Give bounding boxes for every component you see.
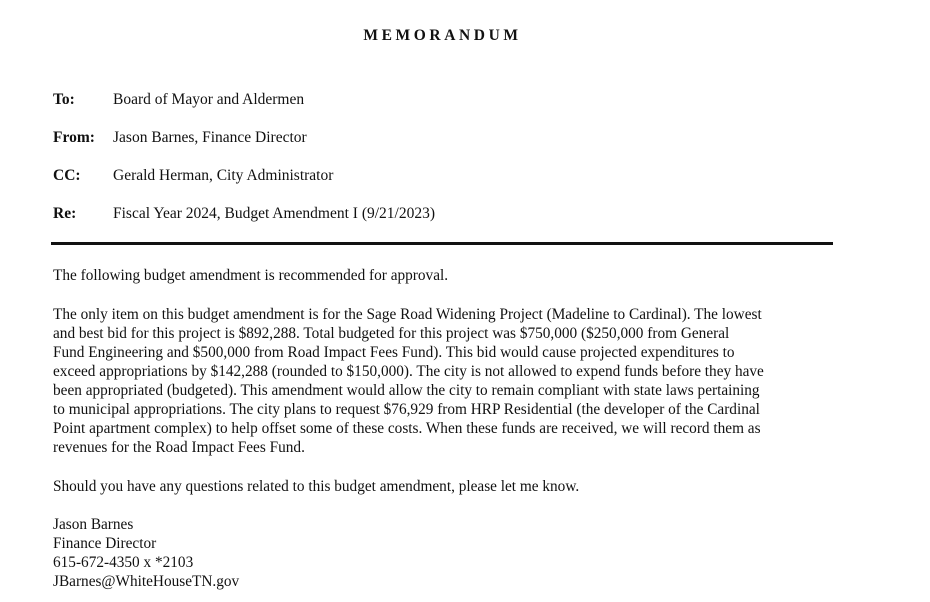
intro-paragraph: The following budget amendment is recommended for approval. [53,267,449,284]
body-line: been appropriated (budgeted). This amendment would allow the city to remain compliant with state laws pertaining [53,382,760,399]
signature-phone: 615-672-4350 x *2103 [53,554,194,571]
memo-title: MEMORANDUM [363,27,522,44]
body-line: Point apartment complex) to help offset some of these costs. When these funds are received, we will record them as [53,420,761,437]
body-line: The only item on this budget amendment is for the Sage Road Widening Project (Madeline to Cardinal). The lowest [53,306,762,323]
body-line: and best bid for this project is $892,288. Total budgeted for this project was $750,000 ($250,000 from General [53,325,730,342]
closing-paragraph: Should you have any questions related to this budget amendment, please let me know. [53,478,580,495]
to-label: To: [53,91,75,108]
body-line: Fund Engineering and $500,000 from Road Impact Fees Fund). This bid would cause projected expenditures to [53,344,735,361]
cc-value: Gerald Herman, City Administrator [113,167,334,184]
from-value: Jason Barnes, Finance Director [113,129,307,146]
signature-title: Finance Director [53,535,157,552]
header-divider [51,242,833,245]
body-line: exceed appropriations by $142,288 (rounded to $150,000). The city is not allowed to expend funds before they have [53,363,764,380]
body-paragraph [53,305,764,457]
signature-name: Jason Barnes [53,516,134,533]
re-label: Re: [53,205,77,222]
to-value: Board of Mayor and Aldermen [113,91,305,108]
from-label: From: [53,129,95,146]
signature-block [53,515,239,591]
body-line: to municipal appropriations. The city plans to request $76,929 from HRP Residential (the developer of the Cardinal [53,401,760,418]
signature-email: JBarnes@WhiteHouseTN.gov [53,573,240,590]
re-value: Fiscal Year 2024, Budget Amendment I (9/21/2023) [113,205,436,222]
cc-label: CC: [53,167,81,184]
body-line: revenues for the Road Impact Fees Fund. [53,439,305,456]
